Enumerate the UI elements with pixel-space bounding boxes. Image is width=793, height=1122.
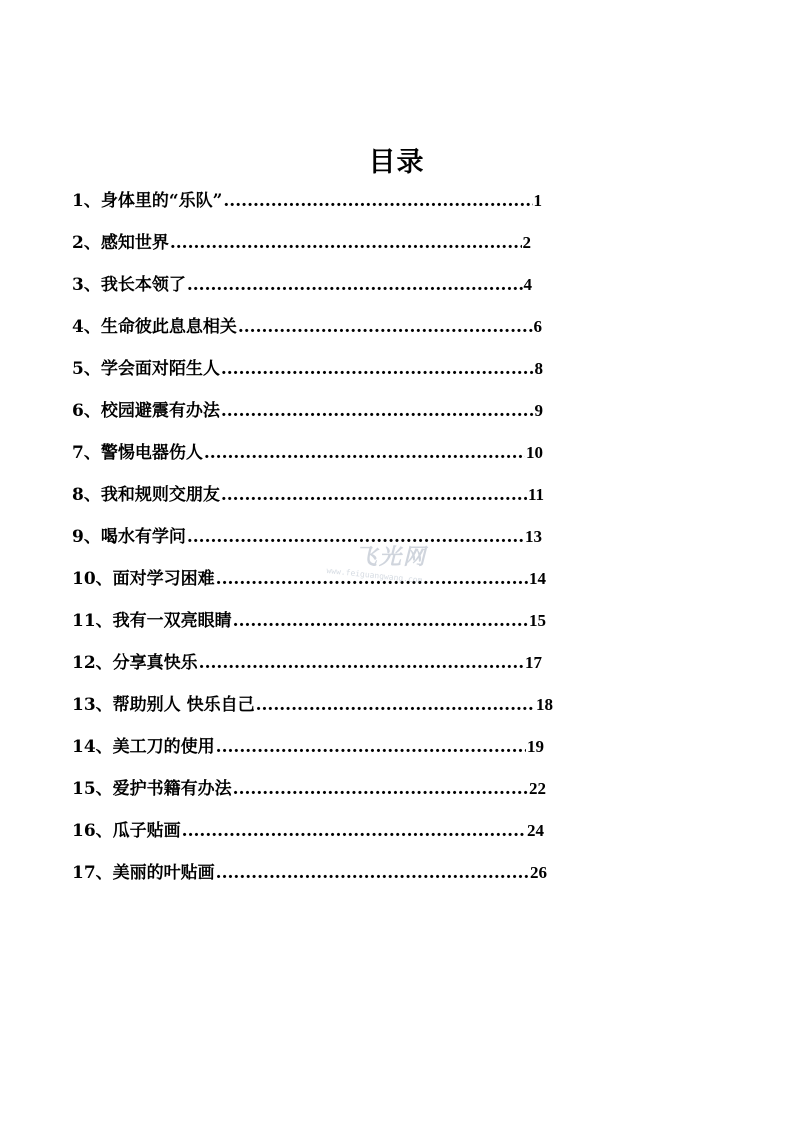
toc-entry-title: 13、帮助别人 快乐自己 — [72, 695, 255, 715]
toc-entry — [72, 228, 531, 258]
toc-entry-page-number: 22 — [529, 779, 546, 798]
toc-entry — [72, 564, 546, 594]
toc-entry-title: 16、瓜子贴画 — [72, 821, 181, 841]
toc-entry-page-number: 24 — [527, 821, 544, 840]
toc-entry-page-number: 14 — [529, 569, 546, 588]
watermark-logo — [327, 540, 457, 585]
toc-entry — [72, 480, 544, 510]
toc-entry — [72, 774, 546, 804]
toc-entry — [72, 354, 543, 384]
toc-entry-title: 6、校园避震有办法 — [72, 401, 220, 421]
toc-entry — [72, 522, 542, 552]
toc-dot-leader — [233, 611, 528, 631]
toc-entry-title: 3、我长本领了 — [72, 275, 186, 295]
toc-entry-page-number: 4 — [523, 275, 532, 294]
toc-entry-title: 14、美工刀的使用 — [72, 737, 215, 757]
toc-entry — [72, 690, 553, 720]
toc-entry-title: 5、学会面对陌生人 — [72, 359, 220, 379]
toc-entry-page-number: 6 — [533, 317, 542, 336]
toc-dot-leader — [238, 317, 533, 337]
watermark-logo-text: 飞光网 — [355, 545, 428, 570]
toc-dot-leader — [216, 863, 529, 883]
toc-entry-page-number: 1 — [533, 191, 542, 210]
toc-entry-title: 15、爱护书籍有办法 — [72, 779, 232, 799]
toc-entry — [72, 648, 542, 678]
toc-dot-leader — [221, 485, 527, 505]
toc-entry-page-number: 2 — [522, 233, 531, 252]
toc-dot-leader — [170, 233, 522, 253]
toc-entry-page-number: 9 — [534, 401, 543, 420]
toc-entry-title: 17、美丽的叶贴画 — [72, 863, 215, 883]
toc-entry-title: 1、身体里的“乐队” — [72, 191, 223, 211]
toc-entry-title: 4、生命彼此息息相关 — [72, 317, 237, 337]
toc-dot-leader — [233, 779, 528, 799]
toc-entry-page-number: 17 — [525, 653, 542, 672]
toc-entry-page-number: 18 — [536, 695, 553, 714]
toc-entry — [72, 396, 543, 426]
toc-entry — [72, 438, 543, 468]
toc-dot-leader — [256, 695, 535, 715]
toc-entry-title: 12、分享真快乐 — [72, 653, 198, 673]
toc-entry-page-number: 10 — [526, 443, 543, 462]
toc-dot-leader — [223, 191, 532, 211]
page-title: 目录 — [368, 147, 425, 178]
toc-entry-title: 8、我和规则交朋友 — [72, 485, 220, 505]
toc-dot-leader — [221, 401, 534, 421]
watermark-url: www.feiguangwang.com — [326, 566, 423, 586]
toc-entry-page-number: 15 — [529, 611, 546, 630]
toc-entry — [72, 816, 544, 846]
toc-entry-page-number: 19 — [527, 737, 544, 756]
toc-dot-leader — [204, 443, 525, 463]
toc-entry — [72, 312, 542, 342]
toc-entry-title: 2、感知世界 — [72, 233, 169, 253]
toc-dot-leader — [216, 737, 526, 757]
toc-entry — [72, 186, 542, 216]
toc-entry-page-number: 8 — [534, 359, 543, 378]
toc-entry — [72, 606, 546, 636]
toc-entry — [72, 858, 547, 888]
toc-dot-leader — [199, 653, 524, 673]
toc-entry-title: 7、警惕电器伤人 — [72, 443, 203, 463]
toc-dot-leader — [182, 821, 526, 841]
toc-entry-title: 9、喝水有学问 — [72, 527, 186, 547]
toc-dot-leader — [221, 359, 534, 379]
toc-entry-page-number: 11 — [527, 485, 544, 504]
toc-entry — [72, 270, 532, 300]
toc-entry-title: 10、面对学习困难 — [72, 569, 215, 589]
toc-entry-title: 11、我有一双亮眼睛 — [72, 611, 232, 631]
toc-entry-page-number: 13 — [525, 527, 542, 546]
toc-entry — [72, 732, 544, 762]
toc-entry-page-number: 26 — [530, 863, 547, 882]
toc-dot-leader — [187, 275, 523, 295]
